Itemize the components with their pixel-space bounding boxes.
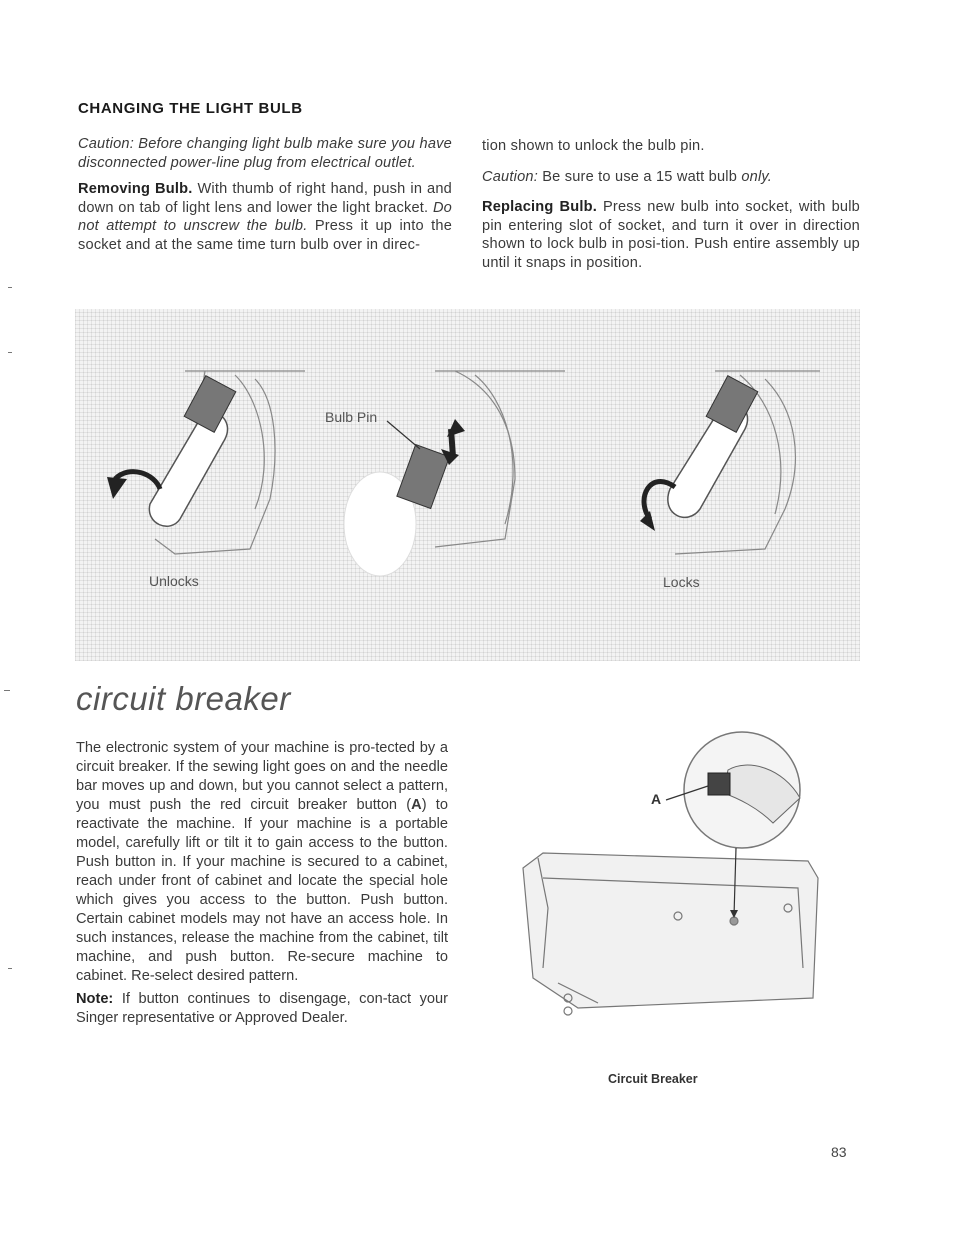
margin-mark <box>4 690 10 691</box>
caution-emph: only. <box>741 168 773 185</box>
label-a: A <box>651 791 662 807</box>
label-unlocks: Unlocks <box>149 573 199 589</box>
pin-arrow-shaft <box>451 429 453 457</box>
continued-text: tion shown to unlock the bulb pin. <box>482 138 705 154</box>
note-paragraph <box>76 990 448 1028</box>
bulb-pin-leader <box>387 421 420 449</box>
replacing-bulb-label: Replacing Bulb. <box>482 199 597 216</box>
bulb-figure <box>75 309 860 661</box>
margin-mark <box>8 287 12 288</box>
breaker-button <box>708 773 730 795</box>
right-column <box>482 137 860 281</box>
left-column <box>78 135 452 263</box>
unlock-arrow-head <box>107 477 127 499</box>
removing-bulb-label: Removing Bulb. <box>78 181 193 198</box>
replacing-bulb-text: Press new bulb into socket, with bulb pin entering slot of socket, and turn it over in direction shown to lock bulb in posi-tion. Push entire assembly up until it snaps in position. <box>482 199 860 271</box>
section-title-circuit-breaker: circuit breaker <box>76 680 291 717</box>
caution-15-watt <box>482 168 860 187</box>
replacing-bulb-paragraph <box>482 198 860 272</box>
figure-caption: Circuit Breaker <box>608 1072 698 1086</box>
caution-label: Caution: <box>78 136 134 152</box>
removing-bulb-text-cont: Press it up into the socket and at the same time turn bulb over in direc- <box>78 218 453 253</box>
circuit-text-1: The electronic system of your machine is pro-tected by a circuit breaker. If the sewing light goes on and the needle bar moves up and down, but you cannot select a pattern, you must push the red circuit breaker button ( <box>76 740 448 813</box>
margin-mark <box>8 968 12 969</box>
margin-mark <box>8 352 12 353</box>
circuit-breaker-figure <box>518 728 828 1018</box>
note-text: If button continues to disengage, con-tact your Singer representative or Approved Dealer. <box>76 991 448 1026</box>
circuit-breaker-text <box>76 739 448 1032</box>
section-title-light-bulb: CHANGING THE LIGHT BULB <box>78 100 303 117</box>
note-label: Note: <box>76 991 114 1007</box>
caution-text: Be sure to use a 15 watt bulb <box>537 168 742 185</box>
bulb-left <box>149 376 235 527</box>
bulb-right <box>668 376 758 518</box>
machine-base <box>523 853 818 1015</box>
caution-text: Before changing light bulb make sure you have disconnected power-line plug from electrical outlet. <box>78 136 452 171</box>
bulb-illustration <box>75 309 860 661</box>
page-number: 83 <box>831 1144 847 1160</box>
removing-bulb-text: With thumb of right hand, push in and down on tab of light lens and lower the light bracket. <box>78 181 453 216</box>
circuit-breaker-paragraph <box>76 739 448 986</box>
caution-label: Caution: <box>482 168 538 185</box>
label-locks: Locks <box>663 574 700 590</box>
removing-bulb-warning: Do not attempt to unscrew the bulb. <box>78 199 452 235</box>
housing-detail-left <box>235 375 264 509</box>
housing-detail-middle <box>475 375 513 524</box>
circuit-text-2: ) to reactivate the machine. If your machine is a portable model, carefully lift or tilt it to gain access to the button. Push button in. If your machine is secured to a cabinet, reach under front of cabinet and locate the special hole which gives you access to the button. Push button. Certain cabinet models may not have an access hole. In such instances, release the machine from the cabinet, tilt machine, and push button. Re-secure machine to cabinet. Re-select desired pattern. <box>76 797 448 984</box>
caution-paragraph <box>78 135 452 172</box>
bulb-middle <box>344 445 449 576</box>
removing-bulb-paragraph <box>78 180 452 254</box>
circuit-breaker-illustration <box>518 728 828 1018</box>
button-reference: A <box>411 797 422 813</box>
lock-arrow-head <box>640 511 655 531</box>
label-bulb-pin: Bulb Pin <box>325 409 378 425</box>
